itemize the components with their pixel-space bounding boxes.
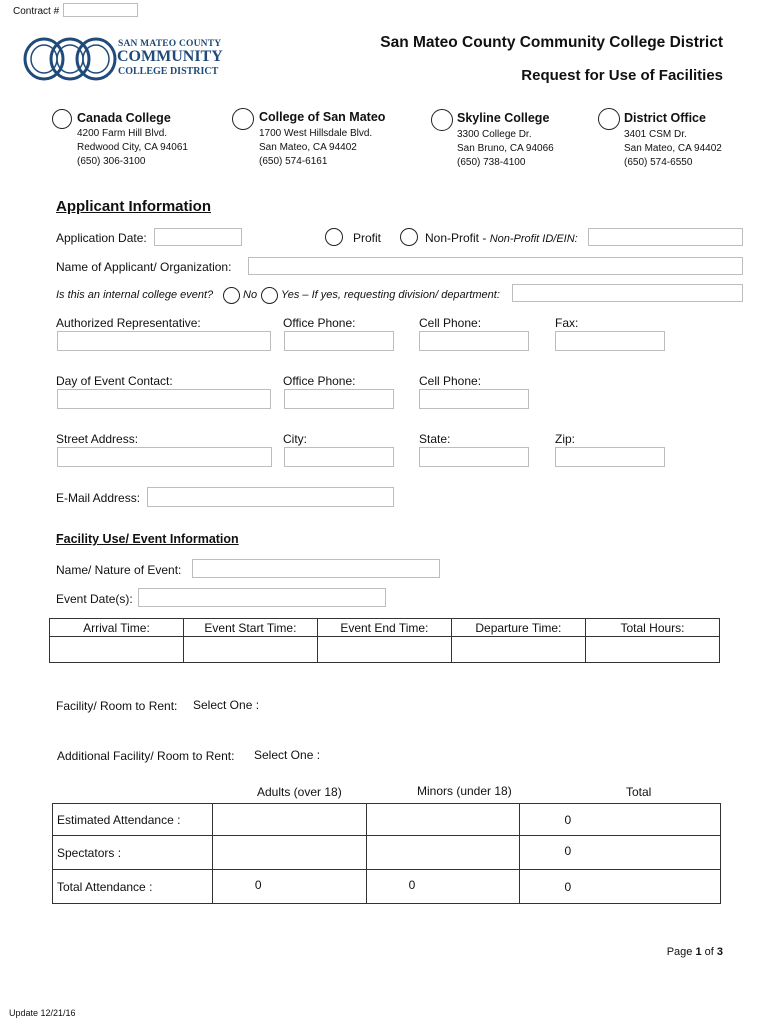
internal-yes-radio[interactable]	[261, 287, 278, 304]
event-name-input[interactable]	[192, 559, 440, 578]
district-logo	[22, 36, 222, 82]
total-hours-header: Total Hours:	[585, 619, 719, 637]
table-row	[53, 804, 721, 836]
row-label: Estimated Attendance :	[53, 804, 213, 836]
form-title: Request for Use of Facilities	[521, 67, 723, 84]
street-label: Street Address:	[56, 432, 139, 446]
zip-label: Zip:	[555, 432, 576, 446]
contract-label: Contract #	[13, 6, 60, 17]
street-input[interactable]	[57, 447, 272, 467]
profit-label: Profit	[353, 231, 382, 245]
campus-addr1: 3401 CSM Dr.	[624, 129, 687, 140]
minors-header: Minors (under 18)	[417, 784, 512, 798]
applicant-section-title: Applicant Information	[56, 198, 211, 215]
campus-phone: (650) 574-6161	[259, 156, 328, 167]
office-phone-label: Office Phone:	[283, 316, 356, 330]
end-header: Event End Time:	[317, 619, 451, 637]
application-date-input[interactable]	[154, 228, 242, 246]
fax-input[interactable]	[555, 331, 665, 351]
fax-label: Fax:	[555, 316, 579, 330]
campus-name: College of San Mateo	[259, 110, 386, 124]
campus-address	[77, 127, 188, 169]
row-label: Total Attendance :	[53, 870, 213, 904]
adults-cell[interactable]	[212, 804, 366, 836]
event-times-table	[49, 618, 720, 663]
internal-question: Is this an internal college event?	[56, 289, 214, 301]
logo-line1: SAN MATEO COUNTY	[118, 39, 222, 49]
campus-address	[259, 127, 372, 169]
campus-addr1: 3300 College Dr.	[457, 129, 532, 140]
campus-phone: (650) 306-3100	[77, 156, 146, 167]
campus-radio-district[interactable]	[598, 108, 620, 130]
page-of: of	[701, 946, 717, 958]
nonprofit-text: Non-Profit -	[425, 231, 490, 245]
nonprofit-id-text: Non-Profit ID/EIN:	[489, 233, 578, 245]
campus-addr2: San Mateo, CA 94402	[259, 142, 357, 153]
departure-header: Departure Time:	[451, 619, 585, 637]
state-input[interactable]	[419, 447, 529, 467]
office-phone-input-2[interactable]	[284, 389, 394, 409]
minors-cell[interactable]	[366, 804, 520, 836]
campus-radio-csm[interactable]	[232, 108, 254, 130]
adults-cell[interactable]	[212, 836, 366, 870]
district-title: San Mateo County Community College District	[380, 34, 723, 51]
page-total: 3	[716, 946, 723, 958]
name-org-input[interactable]	[248, 257, 743, 275]
campus-address	[457, 128, 554, 170]
arrival-cell[interactable]	[50, 637, 184, 663]
arrival-header: Arrival Time:	[50, 619, 184, 637]
minors-cell: 0	[366, 870, 520, 904]
nonprofit-radio[interactable]	[400, 228, 418, 246]
event-dates-label: Event Date(s):	[56, 592, 133, 606]
division-input[interactable]	[512, 284, 743, 302]
end-cell[interactable]	[317, 637, 451, 663]
office-phone-label-2: Office Phone:	[283, 374, 356, 388]
internal-yes-label: Yes – If yes, requesting division/ department:	[281, 289, 500, 301]
nonprofit-id-input[interactable]	[588, 228, 743, 246]
table-row	[53, 870, 721, 904]
campus-addr1: 4200 Farm Hill Blvd.	[77, 128, 168, 139]
profit-radio[interactable]	[325, 228, 343, 246]
application-date-label: Application Date:	[56, 231, 147, 245]
logo-rings-icon	[22, 36, 118, 82]
total-cell: 0	[520, 836, 721, 870]
row-label: Spectators :	[53, 836, 213, 870]
total-header: Total	[626, 785, 652, 799]
campus-name: Canada College	[77, 111, 171, 125]
campus-phone: (650) 574-6550	[624, 157, 693, 168]
adults-header: Adults (over 18)	[257, 785, 342, 799]
logo-line2: COMMUNITY	[117, 48, 223, 65]
internal-no-label: No	[243, 289, 258, 301]
start-cell[interactable]	[183, 637, 317, 663]
cell-phone-label-2: Cell Phone:	[419, 374, 482, 388]
add-room-label: Additional Facility/ Room to Rent:	[57, 749, 235, 763]
departure-cell[interactable]	[451, 637, 585, 663]
city-label: City:	[283, 432, 307, 446]
campus-name: District Office	[624, 111, 706, 125]
email-input[interactable]	[147, 487, 394, 507]
cell-phone-input[interactable]	[419, 331, 529, 351]
zip-input[interactable]	[555, 447, 665, 467]
day-contact-label: Day of Event Contact:	[56, 374, 173, 388]
cell-phone-label: Cell Phone:	[419, 316, 482, 330]
campus-address	[624, 128, 722, 170]
campus-radio-canada[interactable]	[52, 109, 72, 129]
campus-phone: (650) 738-4100	[457, 157, 526, 168]
facility-section-title: Facility Use/ Event Information	[56, 532, 239, 546]
day-contact-input[interactable]	[57, 389, 271, 409]
logo-line3: COLLEGE DISTRICT	[118, 66, 219, 77]
minors-cell[interactable]	[366, 836, 520, 870]
start-header: Event Start Time:	[183, 619, 317, 637]
campus-addr2: San Mateo, CA 94402	[624, 143, 722, 154]
nonprofit-label	[425, 231, 578, 245]
auth-rep-input[interactable]	[57, 331, 271, 351]
campus-addr1: 1700 West Hillsdale Blvd.	[259, 128, 373, 139]
campus-addr2: Redwood City, CA 94061	[77, 142, 188, 153]
name-org-label: Name of Applicant/ Organization:	[56, 260, 232, 274]
page-number: 1	[695, 946, 702, 958]
internal-no-radio[interactable]	[223, 287, 240, 304]
total-hours-cell[interactable]	[585, 637, 719, 663]
total-cell: 0	[520, 804, 721, 836]
contract-input[interactable]	[63, 3, 138, 17]
city-input[interactable]	[284, 447, 394, 467]
event-dates-input[interactable]	[138, 588, 386, 607]
office-phone-input[interactable]	[284, 331, 394, 351]
campus-name: Skyline College	[457, 111, 550, 125]
adults-cell: 0	[212, 870, 366, 904]
campus-radio-skyline[interactable]	[431, 109, 453, 131]
state-label: State:	[419, 432, 451, 446]
attendance-table	[52, 803, 721, 904]
page-prefix: Page	[666, 946, 696, 958]
auth-rep-label: Authorized Representative:	[56, 316, 201, 330]
update-date: Update 12/21/16	[9, 1008, 76, 1018]
event-name-label: Name/ Nature of Event:	[56, 563, 182, 577]
cell-phone-input-2[interactable]	[419, 389, 529, 409]
room-select[interactable]: Select One :	[193, 698, 260, 712]
total-cell: 0	[520, 870, 721, 904]
email-label: E-Mail Address:	[56, 491, 141, 505]
room-label: Facility/ Room to Rent:	[56, 699, 178, 713]
table-row	[53, 836, 721, 870]
add-room-select[interactable]: Select One :	[254, 748, 321, 762]
campus-addr2: San Bruno, CA 94066	[457, 143, 554, 154]
page-indicator	[667, 946, 723, 958]
